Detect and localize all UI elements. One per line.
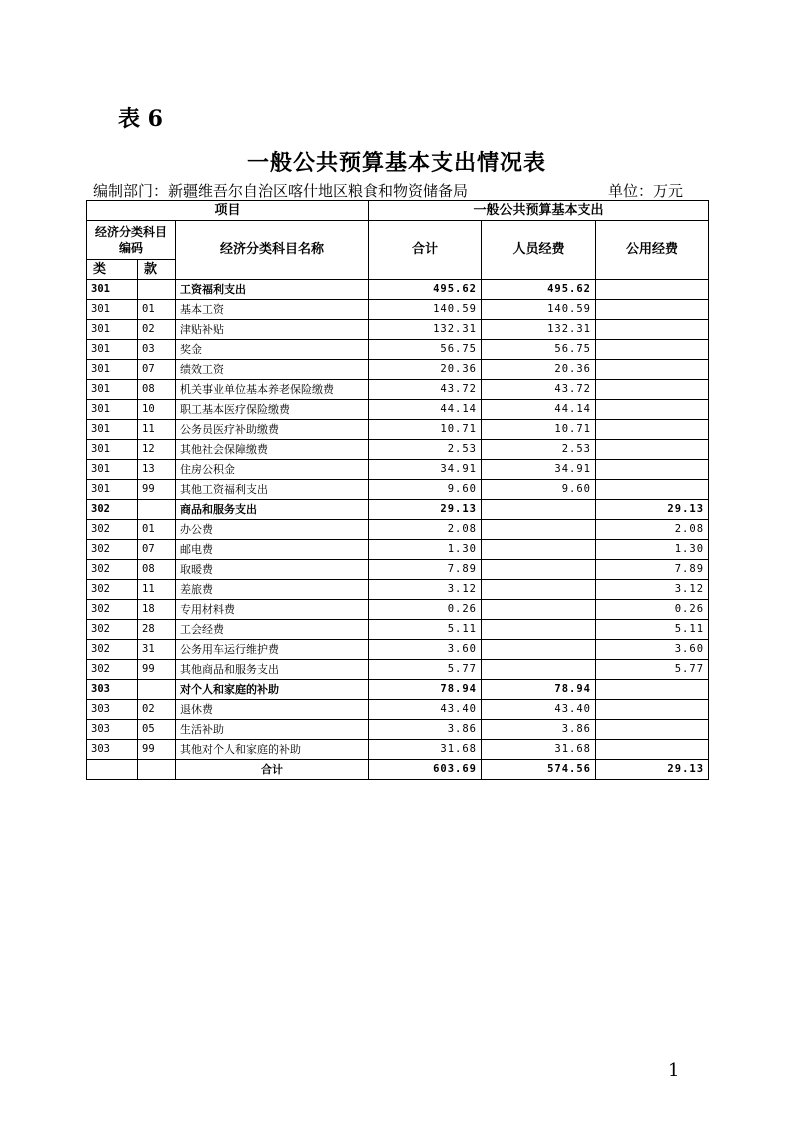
public-cell: [596, 700, 709, 720]
table-row: [87, 380, 709, 400]
item-cell: 99: [138, 660, 176, 680]
public-cell: [596, 360, 709, 380]
public-cell: 29.13: [596, 500, 709, 520]
table-group-row: [87, 500, 709, 520]
item-cell: 07: [138, 360, 176, 380]
public-cell: 5.11: [596, 620, 709, 640]
item-cell: 01: [138, 300, 176, 320]
public-cell: [596, 280, 709, 300]
header-project: 项目: [87, 201, 369, 221]
personnel-cell: [482, 620, 596, 640]
item-cell: 12: [138, 440, 176, 460]
public-cell: [596, 400, 709, 420]
class-cell: 303: [87, 720, 138, 740]
total-label: 合计: [176, 760, 369, 780]
class-cell: 301: [87, 480, 138, 500]
page-title: 一般公共预算基本支出情况表: [246, 150, 546, 176]
class-cell: 302: [87, 500, 138, 520]
total-cell: 2.53: [369, 440, 482, 460]
class-cell: 302: [87, 660, 138, 680]
personnel-cell: [482, 600, 596, 620]
public-cell: 0.26: [596, 600, 709, 620]
public-cell: [596, 340, 709, 360]
header-class: 类: [87, 260, 138, 280]
total-personnel: 574.56: [482, 760, 596, 780]
total-cell: 10.71: [369, 420, 482, 440]
item-cell: 08: [138, 560, 176, 580]
item-cell: 01: [138, 520, 176, 540]
table-row: [87, 400, 709, 420]
name-cell: 其他工资福利支出: [176, 480, 369, 500]
total-blank-item: [138, 760, 176, 780]
name-cell: 邮电费: [176, 540, 369, 560]
personnel-cell: [482, 560, 596, 580]
class-cell: 301: [87, 300, 138, 320]
total-cell: 2.08: [369, 520, 482, 540]
personnel-cell: 132.31: [482, 320, 596, 340]
name-cell: 基本工资: [176, 300, 369, 320]
table-row: [87, 560, 709, 580]
name-cell: 专用材料费: [176, 600, 369, 620]
total-cell: 34.91: [369, 460, 482, 480]
public-cell: 3.12: [596, 580, 709, 600]
total-cell: 20.36: [369, 360, 482, 380]
total-cell: 29.13: [369, 500, 482, 520]
item-cell: [138, 680, 176, 700]
personnel-cell: [482, 640, 596, 660]
public-cell: 3.60: [596, 640, 709, 660]
personnel-cell: 10.71: [482, 420, 596, 440]
table-row: [87, 320, 709, 340]
item-cell: 99: [138, 740, 176, 760]
name-cell: 工资福利支出: [176, 280, 369, 300]
total-cell: 0.26: [369, 600, 482, 620]
name-cell: 绩效工资: [176, 360, 369, 380]
personnel-cell: 43.40: [482, 700, 596, 720]
item-cell: [138, 280, 176, 300]
item-cell: 11: [138, 420, 176, 440]
class-cell: 303: [87, 680, 138, 700]
personnel-cell: [482, 520, 596, 540]
item-cell: 03: [138, 340, 176, 360]
personnel-cell: [482, 540, 596, 560]
name-cell: 生活补助: [176, 720, 369, 740]
table-row: [87, 620, 709, 640]
item-cell: 31: [138, 640, 176, 660]
personnel-cell: 9.60: [482, 480, 596, 500]
budget-table: [86, 200, 709, 780]
total-cell: 9.60: [369, 480, 482, 500]
class-cell: 301: [87, 340, 138, 360]
class-cell: 302: [87, 560, 138, 580]
personnel-cell: 31.68: [482, 740, 596, 760]
personnel-cell: 20.36: [482, 360, 596, 380]
table-row: [87, 480, 709, 500]
personnel-cell: 56.75: [482, 340, 596, 360]
total-cell: 1.30: [369, 540, 482, 560]
table-row: [87, 440, 709, 460]
name-cell: 取暖费: [176, 560, 369, 580]
name-cell: 职工基本医疗保险缴费: [176, 400, 369, 420]
item-cell: 02: [138, 700, 176, 720]
class-cell: 302: [87, 640, 138, 660]
name-cell: 差旅费: [176, 580, 369, 600]
class-cell: 301: [87, 280, 138, 300]
class-cell: 302: [87, 580, 138, 600]
table-row: [87, 700, 709, 720]
name-cell: 公务员医疗补助缴费: [176, 420, 369, 440]
class-cell: 301: [87, 360, 138, 380]
org-label: 编制部门：新疆维吾尔自治区喀什地区粮食和物资储备局: [93, 182, 469, 200]
public-cell: [596, 680, 709, 700]
public-cell: [596, 300, 709, 320]
public-cell: [596, 740, 709, 760]
table-row: [87, 300, 709, 320]
personnel-cell: 78.94: [482, 680, 596, 700]
class-cell: 301: [87, 400, 138, 420]
name-cell: 商品和服务支出: [176, 500, 369, 520]
class-cell: 301: [87, 420, 138, 440]
item-cell: 08: [138, 380, 176, 400]
public-cell: [596, 320, 709, 340]
header-public: 公用经费: [596, 221, 709, 280]
table-row: [87, 420, 709, 440]
personnel-cell: 3.86: [482, 720, 596, 740]
public-cell: 5.77: [596, 660, 709, 680]
class-cell: 301: [87, 460, 138, 480]
name-cell: 公务用车运行维护费: [176, 640, 369, 660]
table-group-row: [87, 280, 709, 300]
item-cell: 13: [138, 460, 176, 480]
public-cell: [596, 720, 709, 740]
class-cell: 302: [87, 540, 138, 560]
total-cell: 495.62: [369, 280, 482, 300]
header-total: 合计: [369, 221, 482, 280]
personnel-cell: 2.53: [482, 440, 596, 460]
item-cell: [138, 500, 176, 520]
table-row: [87, 340, 709, 360]
name-cell: 住房公积金: [176, 460, 369, 480]
item-cell: 99: [138, 480, 176, 500]
header-code-group: 经济分类科目编码: [87, 221, 176, 260]
total-cell: 7.89: [369, 560, 482, 580]
total-cell: 3.60: [369, 640, 482, 660]
name-cell: 津贴补贴: [176, 320, 369, 340]
item-cell: 18: [138, 600, 176, 620]
public-cell: 2.08: [596, 520, 709, 540]
item-cell: 05: [138, 720, 176, 740]
item-cell: 02: [138, 320, 176, 340]
total-cell: 44.14: [369, 400, 482, 420]
public-cell: [596, 440, 709, 460]
table-row: [87, 540, 709, 560]
name-cell: 其他对个人和家庭的补助: [176, 740, 369, 760]
total-blank-class: [87, 760, 138, 780]
class-cell: 303: [87, 700, 138, 720]
total-cell: 43.40: [369, 700, 482, 720]
header-name: 经济分类科目名称: [176, 221, 369, 280]
item-cell: 07: [138, 540, 176, 560]
public-cell: 7.89: [596, 560, 709, 580]
table-label: 表 6: [118, 106, 163, 132]
table-row: [87, 660, 709, 680]
total-public: 29.13: [596, 760, 709, 780]
class-cell: 302: [87, 520, 138, 540]
table-row: [87, 460, 709, 480]
name-cell: 机关事业单位基本养老保险缴费: [176, 380, 369, 400]
table-body: [87, 280, 709, 760]
name-cell: 工会经费: [176, 620, 369, 640]
public-cell: 1.30: [596, 540, 709, 560]
class-cell: 303: [87, 740, 138, 760]
header-budget-group: 一般公共预算基本支出: [369, 201, 709, 221]
personnel-cell: 44.14: [482, 400, 596, 420]
table-row: [87, 360, 709, 380]
public-cell: [596, 380, 709, 400]
public-cell: [596, 480, 709, 500]
total-cell: 43.72: [369, 380, 482, 400]
class-cell: 302: [87, 600, 138, 620]
class-cell: 302: [87, 620, 138, 640]
item-cell: 28: [138, 620, 176, 640]
name-cell: 退休费: [176, 700, 369, 720]
personnel-cell: [482, 500, 596, 520]
total-cell: 78.94: [369, 680, 482, 700]
table-row: [87, 720, 709, 740]
table-row: [87, 740, 709, 760]
name-cell: 其他社会保障缴费: [176, 440, 369, 460]
total-cell: 140.59: [369, 300, 482, 320]
item-cell: 11: [138, 580, 176, 600]
total-cell: 3.12: [369, 580, 482, 600]
class-cell: 301: [87, 380, 138, 400]
personnel-cell: [482, 660, 596, 680]
personnel-cell: 43.72: [482, 380, 596, 400]
table-row: [87, 580, 709, 600]
personnel-cell: 140.59: [482, 300, 596, 320]
total-cell: 56.75: [369, 340, 482, 360]
public-cell: [596, 420, 709, 440]
total-cell: 132.31: [369, 320, 482, 340]
name-cell: 奖金: [176, 340, 369, 360]
personnel-cell: [482, 580, 596, 600]
personnel-cell: 495.62: [482, 280, 596, 300]
public-cell: [596, 460, 709, 480]
total-cell: 5.11: [369, 620, 482, 640]
name-cell: 办公费: [176, 520, 369, 540]
table-row: [87, 600, 709, 620]
meta-row: [93, 180, 683, 200]
page-number: 1: [668, 1060, 680, 1081]
unit-label: 单位：万元: [607, 182, 683, 200]
total-cell: 31.68: [369, 740, 482, 760]
name-cell: 其他商品和服务支出: [176, 660, 369, 680]
header-item: 款: [138, 260, 176, 280]
total-cell: 5.77: [369, 660, 482, 680]
total-cell: 3.86: [369, 720, 482, 740]
name-cell: 对个人和家庭的补助: [176, 680, 369, 700]
header-personnel: 人员经费: [482, 221, 596, 280]
table-row: [87, 640, 709, 660]
class-cell: 301: [87, 440, 138, 460]
total-row: [87, 760, 709, 780]
total-sum: 603.69: [369, 760, 482, 780]
table-group-row: [87, 680, 709, 700]
item-cell: 10: [138, 400, 176, 420]
table-row: [87, 520, 709, 540]
class-cell: 301: [87, 320, 138, 340]
personnel-cell: 34.91: [482, 460, 596, 480]
